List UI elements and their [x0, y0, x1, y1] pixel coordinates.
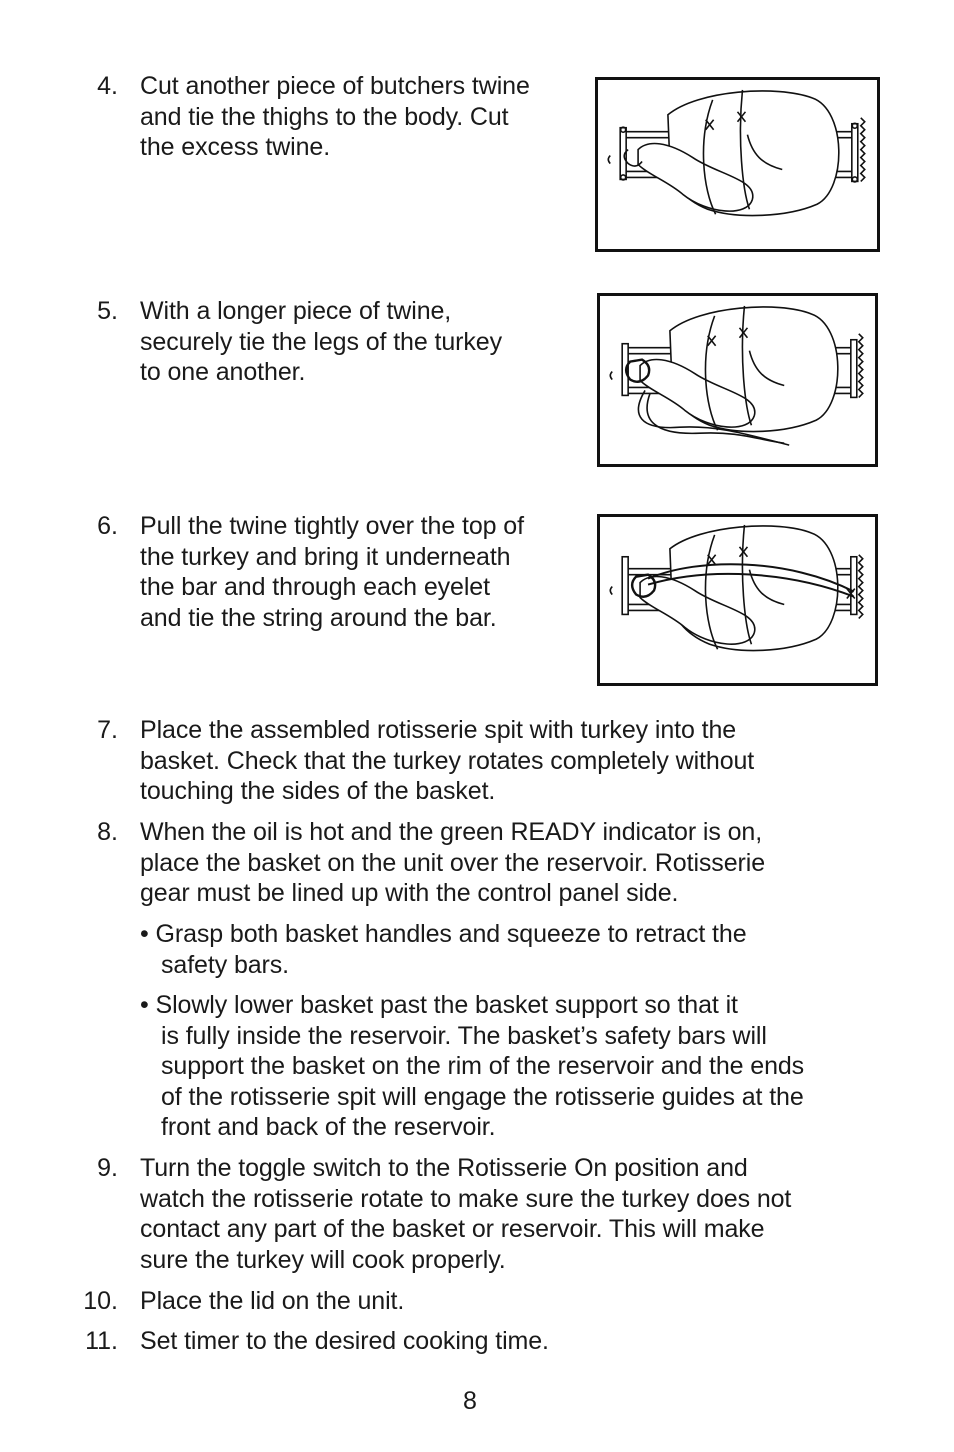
text-line: is fully inside the reservoir. The basket’s safety bars will: [161, 1021, 767, 1050]
turkey-tied-legs-icon: [600, 296, 875, 464]
text-line: Cut another piece of butchers twine: [140, 72, 530, 100]
text-line: With a longer piece of twine,: [140, 297, 452, 325]
step-text: [140, 1286, 404, 1317]
step-number: 4.: [97, 72, 118, 100]
text-line: watch the rotisserie rotate to make sure the turkey does not: [140, 1184, 792, 1213]
text-line: support the basket on the rim of the reservoir and the ends: [161, 1052, 805, 1080]
turkey-twine-over-bar-illustration: [597, 514, 878, 686]
text-line: and tie the string around the bar.: [140, 603, 497, 632]
text-line: Turn the toggle switch to the Rotisserie On position and: [140, 1154, 748, 1182]
step-number: 8.: [97, 818, 118, 846]
text-line: basket. Check that the turkey rotates completely without: [140, 746, 755, 775]
text-line: touching the sides of the basket.: [140, 777, 496, 805]
step-number: 9.: [97, 1154, 118, 1182]
text-line: • Grasp both basket handles and squeeze to retract the: [140, 920, 747, 948]
text-line: Set timer to the desired cooking time.: [140, 1327, 549, 1355]
step-text: [140, 511, 524, 633]
text-line: the excess twine.: [140, 133, 331, 161]
text-line: the turkey and bring it underneath: [140, 542, 511, 571]
turkey-tied-thighs-illustration: [595, 77, 880, 252]
step-text: [140, 817, 765, 909]
step-number: 5.: [97, 297, 118, 325]
text-line: Place the assembled rotisserie spit with turkey into the: [140, 716, 737, 744]
step-text: [140, 71, 530, 163]
text-line: contact any part of the basket or reservoir. This will make: [140, 1215, 765, 1243]
text-line: When the oil is hot and the green READY indicator is on,: [140, 818, 763, 846]
bullet-item: [140, 990, 804, 1143]
text-line: safety bars.: [161, 950, 290, 979]
step-number: 6.: [97, 512, 118, 540]
turkey-tied-thighs-icon: [598, 80, 877, 249]
step-number: 7.: [97, 716, 118, 744]
step-text: [140, 1153, 791, 1275]
text-line: and tie the thighs to the body. Cut: [140, 102, 509, 131]
text-line: Place the lid on the unit.: [140, 1287, 405, 1315]
page-number: 8: [463, 1387, 477, 1415]
text-line: of the rotisserie spit will engage the rotisserie guides at the: [161, 1082, 804, 1111]
turkey-twine-over-bar-icon: [600, 517, 875, 683]
text-line: the bar and through each eyelet: [140, 573, 490, 601]
text-line: Pull the twine tightly over the top of: [140, 512, 524, 540]
step-text: [140, 296, 502, 388]
text-line: securely tie the legs of the turkey: [140, 327, 502, 356]
step-number: 10.: [83, 1287, 118, 1315]
bullet-item: [140, 919, 747, 980]
text-line: sure the turkey will cook properly.: [140, 1245, 506, 1274]
text-line: place the basket on the unit over the reservoir. Rotisserie: [140, 848, 765, 877]
step-text: [140, 1326, 549, 1357]
step-text: [140, 715, 754, 807]
text-line: front and back of the reservoir.: [161, 1113, 496, 1141]
text-line: • Slowly lower basket past the basket support so that it: [140, 991, 738, 1019]
text-line: gear must be lined up with the control panel side.: [140, 879, 679, 907]
step-number: 11.: [85, 1327, 118, 1355]
turkey-tied-legs-illustration: [597, 293, 878, 467]
text-line: to one another.: [140, 358, 306, 386]
